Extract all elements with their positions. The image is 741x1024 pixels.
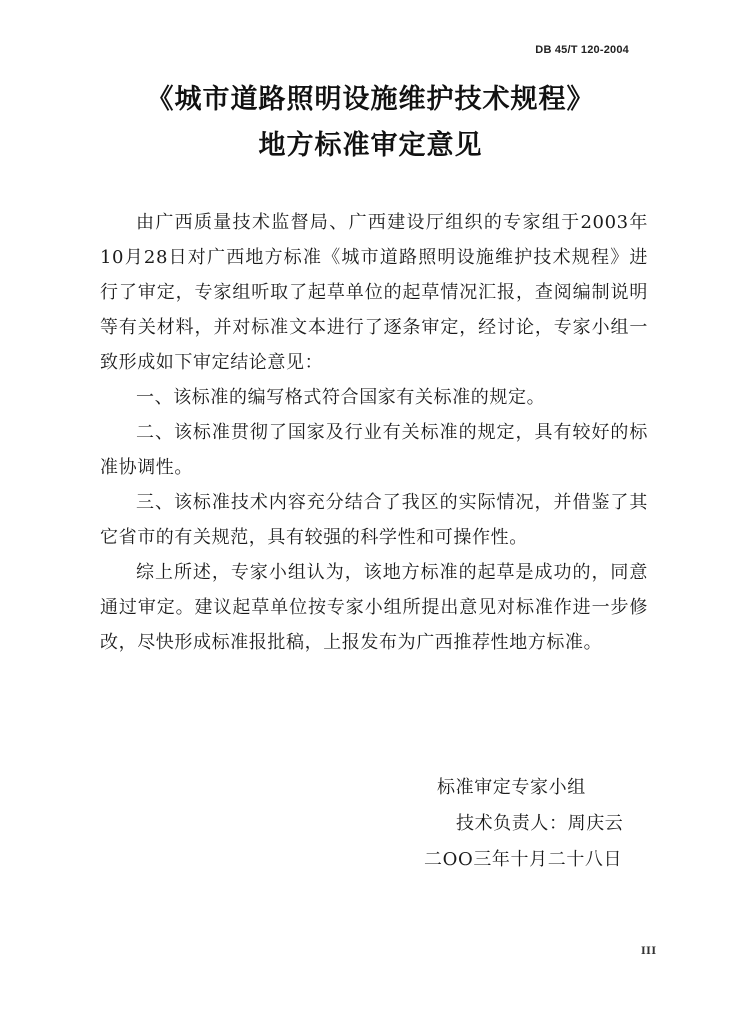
signature-person: 技术负责人：周庆云 [456,813,624,834]
signature-date: 二OO三年十月二十八日 [424,849,623,870]
paragraph-intro: 由广西质量技术监督局、广西建设厅组织的专家组于2003年10月28日对广西地方标准《城市道路照明设施维护技术规程》进行了审定，专家组听取了起草单位的起草情况汇报，查阅编制说明等有关材料，并对标准文本进行了逐条审定，经讨论，专家小组一致形成如下审定结论意见： [100,212,648,373]
standard-code: DB 45/T 120-2004 [535,44,629,56]
paragraph-item-2: 二、该标准贯彻了国家及行业有关标准的规定，具有较好的标准协调性。 [100,422,648,478]
paragraph-item-3: 三、该标准技术内容充分结合了我区的实际情况，并借鉴了其它省市的有关规范，具有较强的科学性和可操作性。 [100,492,648,548]
document-body [100,205,648,660]
title-line-2: 地方标准审定意见 [258,130,483,161]
title-line-1: 《城市道路照明设施维护技术规程》 [146,84,595,115]
page-number: III [641,946,657,957]
paragraph-item-1: 一、该标准的编写格式符合国家有关标准的规定。 [136,387,546,408]
paragraph-conclusion: 综上所述，专家小组认为，该地方标准的起草是成功的，同意通过审定。建议起草单位按专家小组所提出意见对标准作进一步修改，尽快形成标准报批稿，上报发布为广西推荐性地方标准。 [100,562,648,653]
document-title [0,78,741,168]
signature-organization: 标准审定专家小组 [437,777,586,798]
